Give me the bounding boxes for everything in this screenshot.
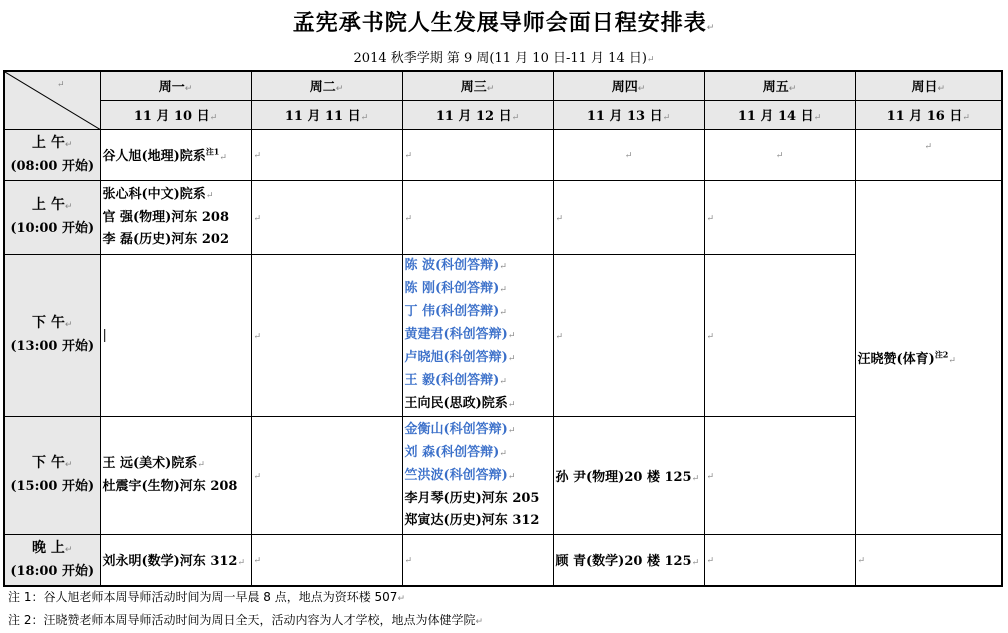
slot-row-1300	[4, 254, 1002, 416]
date-thu: 11 月 13 日↵	[553, 100, 704, 129]
footnote-2: 注 2：汪晓赞老师本周导师活动时间为周日全天，活动内容为人才学校，地点为体健学院↵	[8, 613, 483, 627]
cell-sun-afternoon: 汪晓赞(体育)$^{注2}$↵	[855, 180, 1002, 534]
day-header-row	[4, 71, 1002, 100]
cell-thu-0800: ↵	[553, 129, 704, 180]
mentor-entry: 黄建君(科创答辩)↵	[404, 326, 516, 342]
slot-label: 晚 上↵ (18:00 开始)	[4, 534, 100, 586]
cell-tue-1000: ↵	[251, 180, 402, 254]
day-header-fri: 周五↵	[704, 71, 855, 100]
cell-thu-1500: 孙 尹(物理)20 楼 125↵	[553, 416, 704, 534]
mentor-entry: 张心科(中文)院系↵	[102, 186, 214, 202]
slot-label: 下 午↵ (15:00 开始)	[4, 416, 100, 534]
cell-tue-1500: ↵	[251, 416, 402, 534]
slot-row-1800	[4, 534, 1002, 586]
cell-wed-1300	[402, 254, 553, 416]
slot-label: 上 午↵ (10:00 开始)	[4, 180, 100, 254]
date-header-row	[4, 100, 1002, 129]
cell-mon-0800: 谷人旭(地理)院系$^{注1}$↵	[100, 129, 251, 180]
cell-thu-1300: ↵	[553, 254, 704, 416]
mentor-entry: 王 远(美术)院系↵	[102, 455, 205, 471]
cell-fri-1500: ↵	[704, 416, 855, 534]
diagonal-line	[5, 72, 101, 130]
mentor-entry: 金衡山(科创答辩)↵	[404, 421, 516, 437]
date-tue: 11 月 11 日↵	[251, 100, 402, 129]
date-sun: 11 月 16 日↵	[855, 100, 1002, 129]
mentor-entry: 卢晓旭(科创答辩)↵	[404, 349, 516, 365]
date-mon: 11 月 10 日↵	[100, 100, 251, 129]
cell-fri-1300: ↵	[704, 254, 855, 416]
corner-cell	[4, 71, 100, 129]
mentor-entry: 李月琴(历史)河东 205	[404, 490, 540, 506]
page-subtitle: 2014 秋季学期 第 9 周(11 月 10 日-11 月 14 日)↵	[353, 51, 655, 66]
date-fri: 11 月 14 日↵	[704, 100, 855, 129]
cell-wed-1500	[402, 416, 553, 534]
day-header-sun: 周日↵	[855, 71, 1002, 100]
slot-row-1000	[4, 180, 1002, 254]
cell-mon-1000	[100, 180, 251, 254]
cell-wed-1800: ↵	[402, 534, 553, 586]
date-wed: 11 月 12 日↵	[402, 100, 553, 129]
slot-label: 上 午↵ (08:00 开始)	[4, 129, 100, 180]
cell-sun-1800: ↵	[855, 534, 1002, 586]
slot-label: 下 午↵ (13:00 开始)	[4, 254, 100, 416]
cell-fri-1000: ↵	[704, 180, 855, 254]
cell-sun-0800: ↵	[855, 129, 1002, 180]
cell-mon-1300	[100, 254, 251, 416]
cell-tue-1300: ↵	[251, 254, 402, 416]
mentor-entry: 官 强(物理)河东 208	[102, 209, 229, 225]
schedule-table	[3, 70, 1003, 587]
cell-thu-1800: 顾 青(数学)20 楼 125↵	[553, 534, 704, 586]
page-title: 孟宪承书院人生发展导师会面日程安排表↵	[292, 11, 716, 36]
slot-row-0800	[4, 129, 1002, 180]
mentor-entry: 竺洪波(科创答辩)↵	[404, 467, 516, 483]
day-header-wed: 周三↵	[402, 71, 553, 100]
day-header-mon: 周一↵	[100, 71, 251, 100]
mentor-entry: 陈 刚(科创答辩)↵	[404, 280, 507, 296]
para-mark: ↵	[57, 80, 65, 90]
mentor-entry: 刘 森(科创答辩)↵	[404, 444, 507, 460]
mentor-entry: 丁 伟(科创答辩)↵	[404, 303, 507, 319]
cell-fri-1800: ↵	[704, 534, 855, 586]
cell-tue-0800: ↵	[251, 129, 402, 180]
mentor-entry: 王 毅(科创答辩)↵	[404, 372, 507, 388]
cell-mon-1500	[100, 416, 251, 534]
mentor-entry: 陈 波(科创答辩)↵	[404, 257, 507, 273]
day-header-tue: 周二↵	[251, 71, 402, 100]
mentor-entry: 李 磊(历史)河东 202	[102, 231, 229, 247]
cell-mon-1800: 刘永明(数学)河东 312↵	[100, 534, 251, 586]
mentor-entry: 王向民(思政)院系↵	[404, 395, 516, 411]
cell-wed-0800: ↵	[402, 129, 553, 180]
footnote-1: 注 1：谷人旭老师本周导师活动时间为周一早晨 8 点，地点为资环楼 507↵	[8, 590, 405, 604]
cell-tue-1800: ↵	[251, 534, 402, 586]
day-header-thu: 周四↵	[553, 71, 704, 100]
cell-thu-1000: ↵	[553, 180, 704, 254]
mentor-entry: 杜震宇(生物)河东 208	[102, 478, 238, 494]
mentor-entry: 郑寅达(历史)河东 312	[404, 512, 540, 528]
slot-row-1500	[4, 416, 1002, 534]
text-cursor: |	[102, 327, 107, 343]
footnotes	[8, 587, 483, 633]
cell-fri-0800: ↵	[704, 129, 855, 180]
cell-wed-1000: ↵	[402, 180, 553, 254]
